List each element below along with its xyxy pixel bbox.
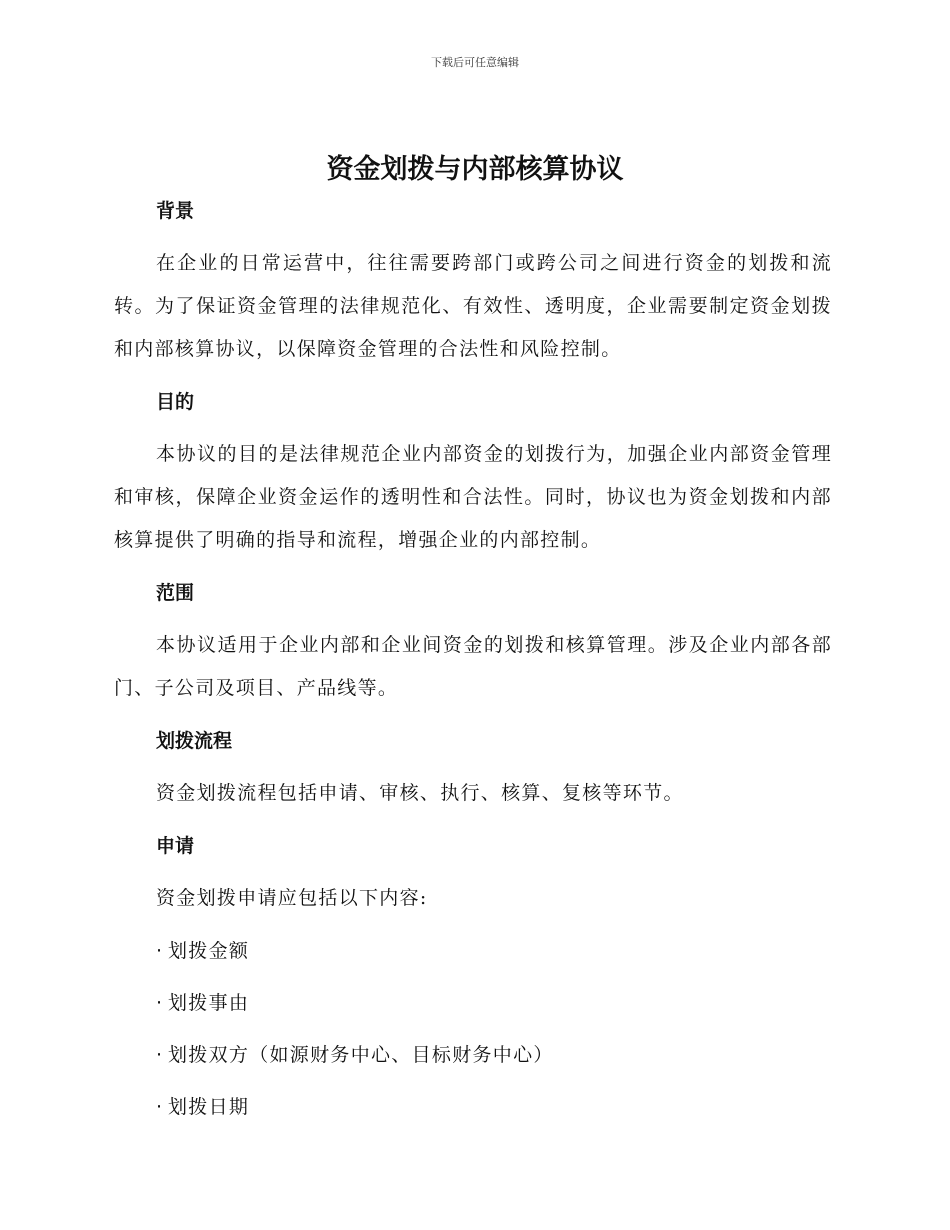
bullet-icon: · <box>156 992 164 1014</box>
list-item-text: 划拨事由 <box>168 992 250 1014</box>
section-heading-scope: 范围 <box>156 582 195 604</box>
section-heading-transfer-process: 划拨流程 <box>156 730 233 752</box>
bullet-icon: · <box>156 940 164 962</box>
section-paragraph-transfer-process: 资金划拨流程包括申请、审核、执行、核算、复核等环节。 <box>156 782 684 804</box>
list-item <box>156 988 832 1018</box>
list-item-text: 划拨双方（如源财务中心、目标财务中心） <box>168 1044 554 1066</box>
list-item-text: 划拨金额 <box>168 940 250 962</box>
list-item <box>156 936 832 966</box>
section-heading-purpose: 目的 <box>156 391 195 413</box>
section-heading-application: 申请 <box>156 835 195 857</box>
section-paragraph-application: 资金划拨申请应包括以下内容: <box>156 887 428 909</box>
section-paragraph-scope: 本协议适用于企业内部和企业间资金的划拨和核算管理。涉及企业内部各部门、子公司及项目、产品线等。 <box>114 634 832 699</box>
section-paragraph-purpose: 本协议的目的是法律规范企业内部资金的划拨行为，加强企业内部资金管理和审核，保障企业资金运作的透明性和合法性。同时，协议也为资金划拨和内部核算提供了明确的指导和流程，增强企业的内部控制。 <box>114 443 832 551</box>
page-header-note: 下载后可任意编辑 <box>431 56 519 69</box>
bullet-icon: · <box>156 1096 164 1118</box>
list-item <box>156 1040 832 1070</box>
list-item <box>156 1092 832 1122</box>
bullet-icon: · <box>156 1044 164 1066</box>
list-item-text: 划拨日期 <box>168 1096 250 1118</box>
document-title: 资金划拨与内部核算协议 <box>326 154 624 185</box>
section-paragraph-background: 在企业的日常运营中，往往需要跨部门或跨公司之间进行资金的划拨和流转。为了保证资金管理的法律规范化、有效性、透明度，企业需要制定资金划拨和内部核算协议，以保障资金管理的合法性和风险控制。 <box>114 252 832 360</box>
document-body <box>114 196 832 1122</box>
section-heading-background: 背景 <box>156 200 195 222</box>
